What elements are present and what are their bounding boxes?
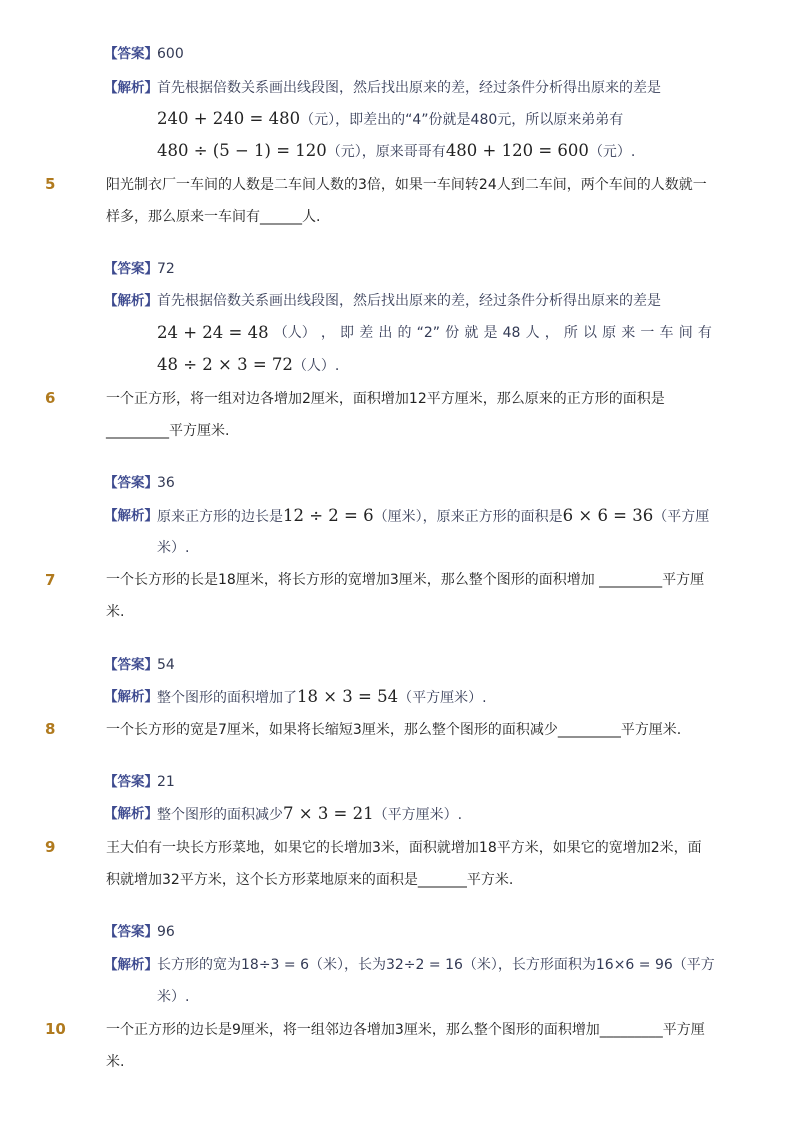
analysis-char: （人） [273,325,316,341]
math-expression: 7 × 3 = 21 [283,804,374,823]
analysis-char: 出 [378,325,393,341]
answer-value: 72 [157,261,175,277]
analysis-text: 米）. [157,540,190,556]
analysis-label: 【解析】 [104,293,158,309]
analysis-text: 长方形的宽为18÷3 = 6（米），长为32÷2 = 16（米），长方形面积为16×6 = 96（平方 [157,957,715,973]
math-expression: 12 ÷ 2 = 6 [283,506,374,525]
question-number: 6 [45,389,56,407]
analysis-text: （厘米），原来正方形的面积是 [373,509,563,525]
answer-value: 36 [157,475,175,491]
analysis-char: 所 [563,325,578,341]
answer-value: 96 [157,924,175,940]
analysis-char: ， [320,325,335,341]
analysis-text: （元）. [588,144,636,160]
analysis-text: 整个图形的面积减少 [157,807,283,823]
analysis-line [157,804,462,825]
analysis-text: （人）. [292,358,340,374]
analysis-text: （平方厘米）. [398,690,487,706]
analysis-line [157,323,712,343]
question-text: 积就增加32平方米，这个长方形菜地原来的面积是_______平方米. [106,872,514,888]
analysis-label: 【解析】 [104,806,158,822]
analysis-line [157,506,709,527]
question-text: 一个长方形的宽是7厘米，如果将长缩短3厘米，那么整个图形的面积减少_________平方厘米. [106,722,682,738]
math-expression: 24 + 24 = 48 [157,323,269,342]
analysis-text: （元），原来哥哥有 [326,144,446,160]
question-text: 一个正方形的边长是9厘米，将一组邻边各增加3厘米，那么整个图形的面积增加_________平方厘 [106,1022,705,1038]
analysis-label: 【解析】 [104,508,158,524]
question-number: 8 [45,720,56,738]
analysis-text: （元），即差出的“4”份就是480元，所以原来弟弟有 [300,112,624,128]
question-text: 米. [106,1054,125,1070]
question-text: 王大伯有一块长方形菜地，如果它的长增加3米，面积就增加18平方米，如果它的宽增加2米，面 [106,840,702,856]
analysis-char: 车 [659,325,674,341]
analysis-char: 份 [445,325,460,341]
analysis-label: 【解析】 [104,689,158,705]
analysis-line [157,355,339,376]
question-number: 7 [45,571,56,589]
analysis-char: 差 [359,325,374,341]
question-text: _________平方厘米. [106,423,230,439]
analysis-char: 来 [621,325,636,341]
answer-label: 【答案】 [104,924,158,940]
answer-label: 【答案】 [104,46,158,62]
analysis-label: 【解析】 [104,80,158,96]
answer-value: 600 [157,46,184,62]
question-text: 样多，那么原来一车间有______人. [106,209,321,225]
analysis-text: （平方厘米）. [373,807,463,823]
analysis-char: 一 [640,325,655,341]
analysis-char: 即 [340,325,355,341]
question-text: 一个长方形的长是18厘米，将长方形的宽增加3厘米，那么整个图形的面积增加 _________平方厘 [106,572,705,588]
answer-value: 54 [157,657,175,673]
analysis-char: 间 [678,325,693,341]
answer-label: 【答案】 [104,261,158,277]
question-text: 阳光制衣厂一车间的人数是二车间人数的3倍，如果一车间转24人到二车间，两个车间的人数就一 [106,177,707,193]
answer-label: 【答案】 [104,657,158,673]
answer-label: 【答案】 [104,774,158,790]
analysis-text: 整个图形的面积增加了 [157,690,297,706]
analysis-char: “2” [416,325,441,341]
analysis-char: 就 [464,325,479,341]
analysis-line [157,141,635,162]
question-number: 10 [45,1020,66,1038]
analysis-char: 原 [602,325,617,341]
question-text: 米. [106,604,125,620]
math-expression: 18 × 3 = 54 [297,687,399,706]
analysis-label: 【解析】 [104,957,158,973]
analysis-char: 是 [483,325,498,341]
analysis-line [157,687,487,708]
math-expression: 480 ÷ (5 − 1) = 120 [157,141,327,160]
analysis-char: 的 [397,325,412,341]
question-number: 9 [45,838,56,856]
answer-label: 【答案】 [104,475,158,491]
analysis-char: 以 [582,325,597,341]
analysis-text: 米）. [157,989,190,1005]
analysis-line [157,109,623,130]
math-expression: 240 + 240 = 480 [157,109,301,128]
analysis-char: 人 [525,325,540,341]
analysis-text: 原来正方形的边长是 [157,509,283,525]
question-text: 一个正方形，将一组对边各增加2厘米，面积增加12平方厘米，那么原来的正方形的面积是 [106,391,665,407]
analysis-text: 首先根据倍数关系画出线段图，然后找出原来的差，经过条件分析得出原来的差是 [157,293,661,309]
analysis-char: 48 [502,325,521,341]
answer-value: 21 [157,774,175,790]
analysis-char: ， [544,325,559,341]
math-expression: 480 + 120 = 600 [445,141,589,160]
analysis-text: 首先根据倍数关系画出线段图，然后找出原来的差，经过条件分析得出原来的差是 [157,80,661,96]
analysis-char: 有 [697,325,712,341]
math-expression: 6 × 6 = 36 [562,506,654,525]
analysis-text: （平方厘 [653,509,710,525]
math-expression: 48 ÷ 2 × 3 = 72 [157,355,293,374]
question-number: 5 [45,175,56,193]
